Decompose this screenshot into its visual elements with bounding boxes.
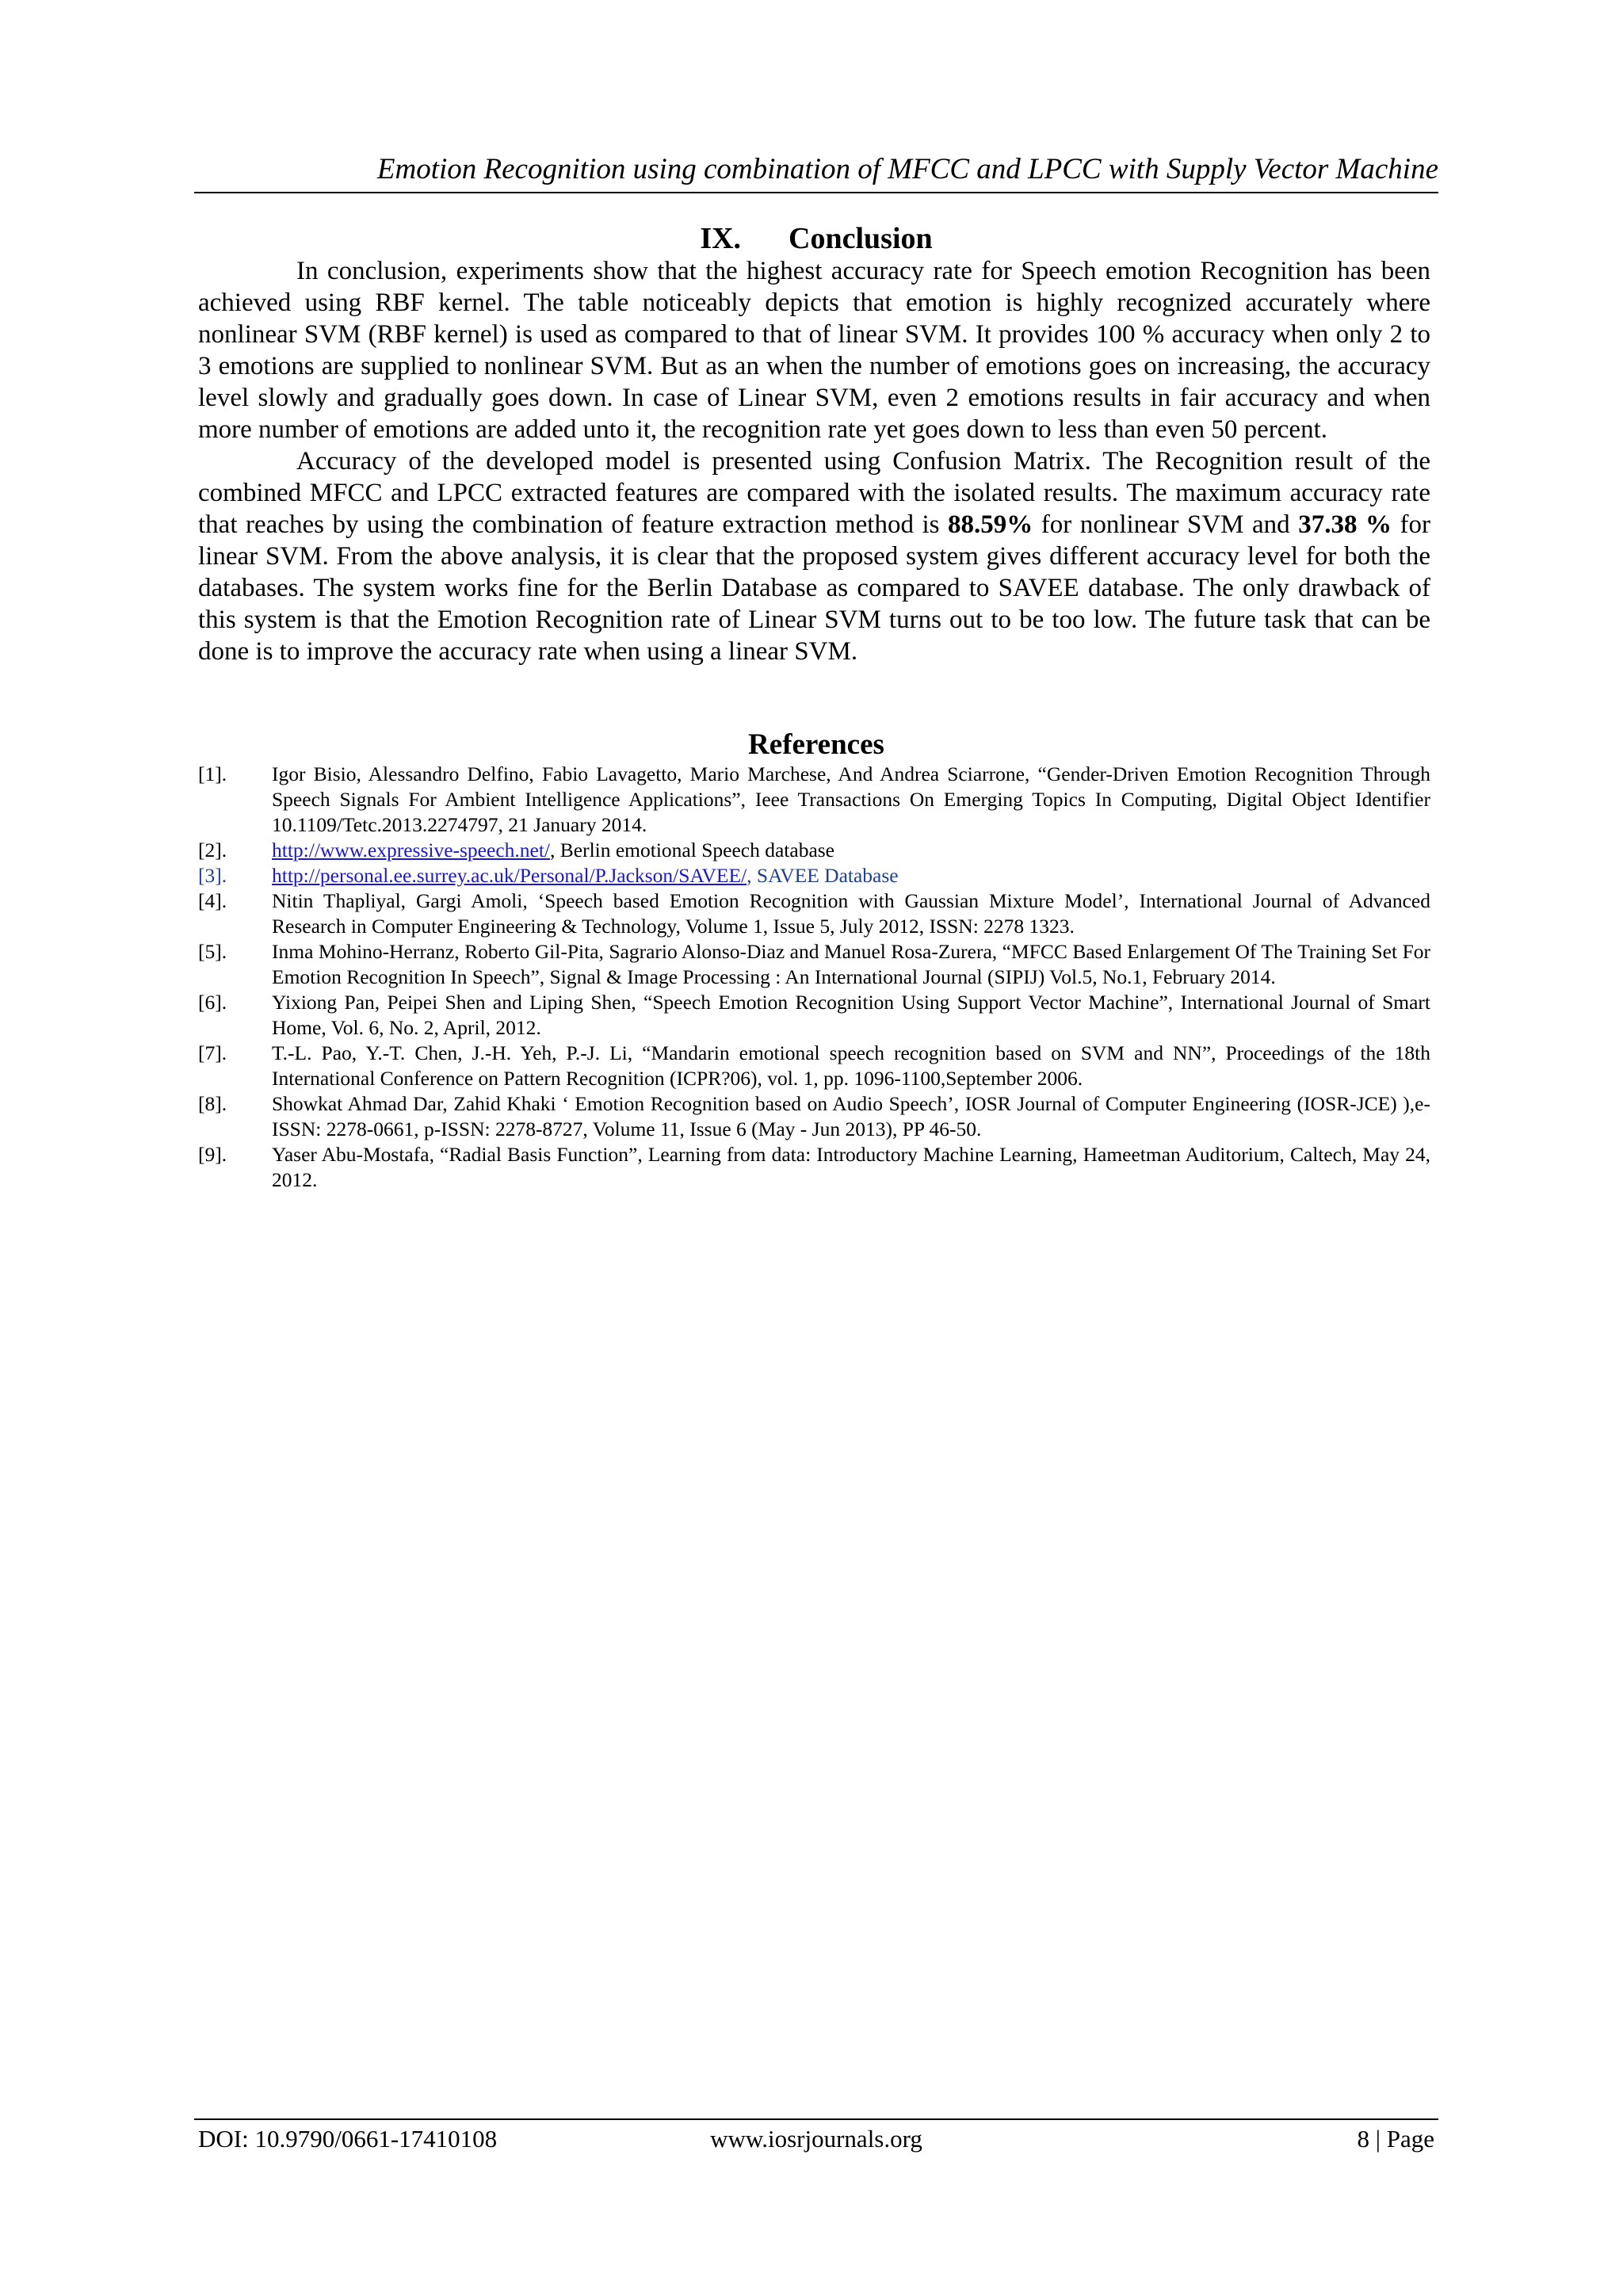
footer-doi: DOI: 10.9790/0661-17410108 (198, 2125, 498, 2153)
reference-index: [9]. (198, 1143, 227, 1166)
reference-item (198, 888, 1430, 939)
footer-rule (194, 2118, 1438, 2120)
reference-item (198, 1041, 1430, 1091)
reference-text (272, 863, 1430, 888)
reference-item (198, 838, 1430, 863)
reference-suffix: , Berlin emotional Speech database (550, 839, 835, 861)
reference-item (198, 939, 1430, 990)
reference-link[interactable]: http://www.expressive-speech.net/ (272, 839, 550, 861)
reference-list (198, 762, 1430, 1193)
reference-index: [2]. (198, 839, 227, 861)
running-header: Emotion Recognition using combination of MFCC and LPCC with Supply Vector Machine (376, 153, 1438, 185)
conclusion-body (198, 255, 1430, 667)
section-heading (194, 220, 1438, 257)
reference-index: [6]. (198, 991, 227, 1014)
reference-item (198, 1142, 1430, 1193)
reference-item (198, 863, 1430, 888)
footer-page-number: 8 | Page (1357, 2125, 1434, 2153)
conclusion-paragraph-2 (198, 445, 1430, 667)
linear-accuracy-value: 37.38 % (1298, 510, 1392, 539)
reference-suffix: , SAVEE Database (747, 864, 899, 887)
section-title: Conclusion (789, 222, 933, 255)
header-rule (194, 192, 1438, 193)
page-footer (198, 2123, 1434, 2157)
references-heading: References (748, 728, 884, 761)
reference-index: [7]. (198, 1041, 227, 1064)
reference-text: Nitin Thapliyal, Gargi Amoli, ‘Speech based Emotion Recognition with Gaussian Mixture Model’, International Journal of Advanced Research in Computer Engineering & Technology, Volume 1, Issue 5, July 2012, ISSN: 2278 1323. (272, 889, 1430, 938)
reference-text: Inma Mohino-Herranz, Roberto Gil-Pita, Sagrario Alonso-Diaz and Manuel Rosa-Zurera, “MFCC Based Enlargement Of The Training Set For Emotion Recognition In Speech”, Signal & Image Processing : An International Journal (SIPIJ) Vol.5, No.1, February 2014. (272, 940, 1430, 988)
reference-text: Yixiong Pan, Peipei Shen and Liping Shen, “Speech Emotion Recognition Using Support Vector Machine”, International Journal of Smart Home, Vol. 6, No. 2, April, 2012. (272, 991, 1430, 1039)
reference-index: [8]. (198, 1092, 227, 1115)
conclusion-paragraph-1: In conclusion, experiments show that the highest accuracy rate for Speech emotion Recognition has been achieved using RBF kernel. The table noticeably depicts that emotion is highly recognized accurately where nonlinear SVM (RBF kernel) is used as compared to that of linear SVM. It provides 100 % accuracy when only 2 to 3 emotions are supplied to nonlinear SVM. But as an when the number of emotions goes on increasing, the accuracy level slowly and gradually goes down. In case of Linear SVM, even 2 emotions results in fair accuracy and when more number of emotions are added unto it, the recognition rate yet goes down to less than even 50 percent. (198, 257, 1430, 444)
section-number: IX. (700, 222, 742, 255)
footer-website: www.iosrjournals.org (710, 2125, 922, 2153)
paragraph-text: Accuracy of the developed model is presented using Confusion Matrix. The Recognition result of the combined MFCC and LPCC extracted features are compared with the isolated results. The maximum accuracy rate that reaches by using the combination of feature extraction method is (198, 447, 1430, 539)
reference-link[interactable]: http://personal.ee.surrey.ac.uk/Personal/P.Jackson/SAVEE/ (272, 864, 747, 887)
reference-index: [5]. (198, 940, 227, 963)
reference-text (272, 838, 1430, 863)
reference-index: [1]. (198, 762, 227, 785)
reference-text: Yaser Abu-Mostafa, “Radial Basis Function”, Learning from data: Introductory Machine Learning, Hameetman Auditorium, Caltech, May 24, 2012. (272, 1143, 1430, 1191)
reference-item (198, 762, 1430, 838)
paragraph-text: for nonlinear SVM and (1033, 510, 1299, 539)
nonlinear-accuracy-value: 88.59% (948, 510, 1033, 539)
reference-text: T.-L. Pao, Y.-T. Chen, J.-H. Yeh, P.-J. Li, “Mandarin emotional speech recognition based on SVM and NN”, Proceedings of the 18th International Conference on Pattern Recognition (ICPR?06), vol. 1, pp. 1096-1100,September 2006. (272, 1041, 1430, 1090)
reference-text: Igor Bisio, Alessandro Delfino, Fabio Lavagetto, Mario Marchese, And Andrea Sciarrone, “Gender-Driven Emotion Recognition Through Speech Signals For Ambient Intelligence Applications”, Ieee Transactions On Emerging Topics In Computing, Digital Object Identifier 10.1109/Tetc.2013.2274797, 21 January 2014. (272, 762, 1430, 836)
reference-index: [4]. (198, 889, 227, 912)
reference-text: Showkat Ahmad Dar, Zahid Khaki ‘ Emotion Recognition based on Audio Speech’, IOSR Journal of Computer Engineering (IOSR-JCE) ),e-ISSN: 2278-0661, p-ISSN: 2278-8727, Volume 11, Issue 6 (May - Jun 2013), PP 46-50. (272, 1092, 1430, 1140)
paragraph-text: for linear SVM. From the above analysis, it is clear that the proposed system gives different accuracy level for both the databases. The system works fine for the Berlin Database as compared to SAVEE database. The only drawback of this system is that the Emotion Recognition rate of Linear SVM turns out to be too low. The future task that can be done is to improve the accuracy rate when using a linear SVM. (198, 510, 1430, 666)
reference-item (198, 990, 1430, 1041)
reference-index: [3]. (198, 864, 227, 887)
reference-item (198, 1091, 1430, 1142)
